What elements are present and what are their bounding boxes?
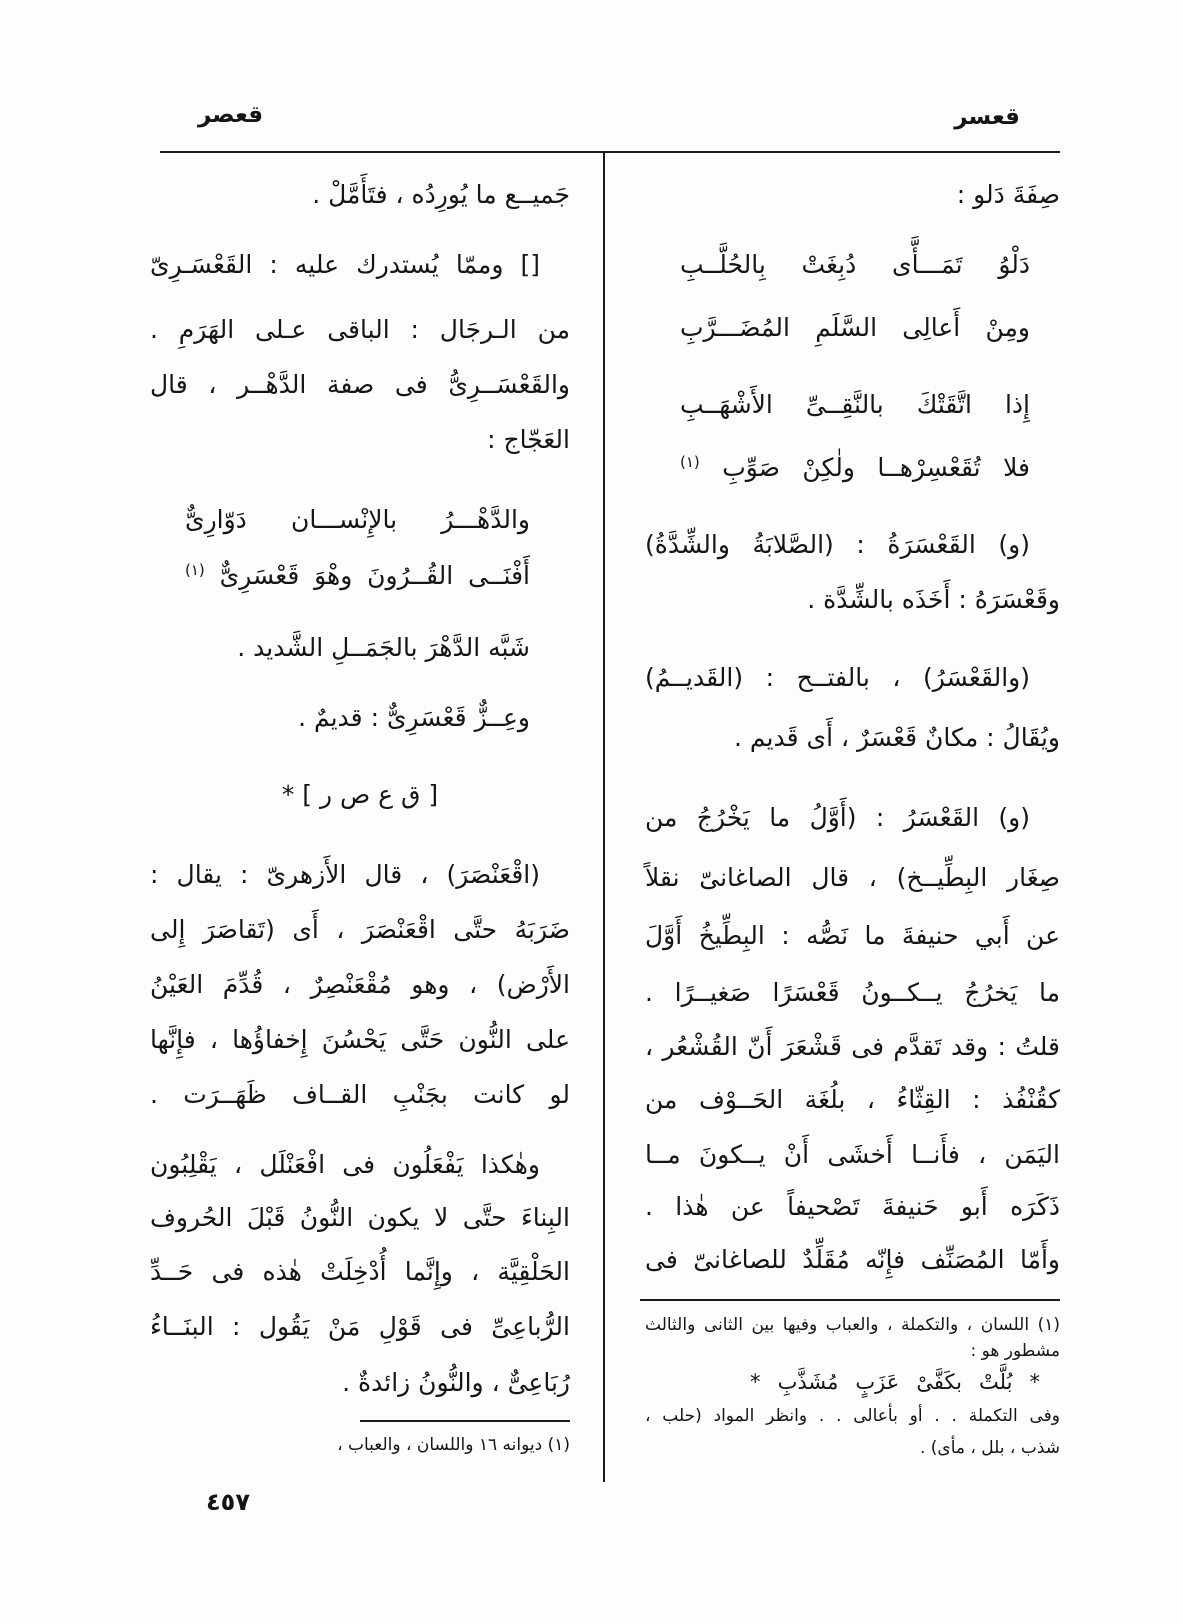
text-line: الحَلْقِيَّة ، وإِنَّما أُدْخِلَتْ هٰذه فى حَــدِّ (150, 1257, 570, 1286)
text-line: رُبَاعِىٌّ ، والنُّونُ زائدةٌ . (342, 1368, 570, 1397)
text-line: لو كانت بجَنْبِ القــاف ظَهَــرَت . (150, 1080, 570, 1109)
text-line: ما يَخرُجُ يــكــونُ قَعْسَرًا صَغيــرًا . (645, 978, 1060, 1007)
text-line: الأَرْض) ، وهو مُقْعَنْصِرٌ ، قُدِّمَ العَيْنُ (150, 970, 570, 999)
text-line: وهٰكذا يَفْعَلُون فى افْعَنْلَل ، يَقْلِبُون (150, 1150, 540, 1179)
footnote-rule (360, 1420, 570, 1422)
verse-line: دَلْوُ تَمَـــأَّى دُبِغَتْ بِالحُلَّــبِ (680, 250, 1030, 279)
text-line: (والقَعْسَرُ) ، بالفتــح : (القَديــمُ) (645, 663, 1030, 692)
footnote-marker: (١) (680, 453, 700, 471)
verse-text: أَفْنَــى القُــرُونَ وهْوَ قَعْسَرِىٌّ (219, 561, 530, 590)
text-line: صِفَةَ دَلو : (956, 180, 1060, 209)
entry-heading: [ ق ع ص ر ] * (281, 780, 439, 809)
verse-line (185, 548, 530, 592)
text-line: على النُّون حَتَّى يَحْسُنَ إِخفاؤُها ، فإِنَّها (150, 1025, 570, 1054)
text-line: وعِــزٌّ قَعْسَرِىٌّ : قديمٌ . (298, 703, 530, 732)
text-line: الرُّباعِىِّ فى قَوْلِ مَنْ يَقُول : البنَــاءُ (150, 1312, 570, 1341)
text-line: ضَرَبَهُ حتَّى اقْعَنْصَرَ ، أَى (تَقاصَرَ إِلى (150, 915, 570, 944)
column-divider (603, 152, 605, 1482)
text-line: جَميــع ما يُورِدُه ، فتَأَمَّلْ . (312, 180, 570, 209)
text-line: شَبَّه الدَّهْرَ بالجَمَــلِ الشَّديد . (237, 633, 530, 662)
header-rule (160, 151, 1060, 153)
footnote-line: وفى التكملة . . أو بأعالى . . وانظر المواد (حلب ، (645, 1406, 1060, 1426)
text-line: وقَعْسَرَهُ : أَخَذَه بالشِّدَّة . (807, 585, 1060, 614)
footnote-verse-line: * بُلَّتْ بكَفَّىْ عَزَبٍ مُشَذَّبِ * (750, 1370, 1040, 1394)
footnote-rule (640, 1299, 1060, 1301)
text-line: كقُنْفُذ : القِثّاءُ ، بلُغَة الحَــوْف من (645, 1085, 1060, 1114)
text-line: ويُقَالُ : مكانٌ قَعْسَرٌ ، أَى قَديم . (734, 723, 1060, 752)
text-line: اليَمَن ، فأَنــا أَخشَى أَنْ يــكونَ مــا (645, 1140, 1060, 1169)
text-line: والقَعْسَــرِىُّ فى صفة الدَّهْــر ، قال (150, 370, 570, 399)
footnote-marker: (١) (185, 561, 205, 579)
text-line: عن أَبي حنيفةَ ما نَصُّه : البِطِّيخُ أَوَّلَ (645, 921, 1060, 950)
verse-line: ومِنْ أَعالِى السَّلَمِ المُضَـــرَّبِ (680, 313, 1030, 342)
text-line: ذَكَرَه أَبو حَنيفةَ تَصْحيفاً عن هٰذا . (645, 1192, 1060, 1221)
footnote-line: مشطور هو : (970, 1341, 1060, 1361)
verse-line: إِذا اتَّقَتْكَ بالنَّقِــىِّ الأَشْهَــبِ (680, 390, 1030, 419)
verse-text: فلا تُقَعْسِرْهــا ولٰكِنْ صَوِّبِ (722, 453, 1030, 482)
verse-line: والدَّهْـــرُ بالإِنْســـان دَوّارِىٌّ (185, 505, 530, 534)
verse-line (680, 440, 1030, 484)
footnote-line: شذب ، بلل ، مأى) . (919, 1438, 1060, 1458)
text-line: صِغَار البِطِّيــخ) ، قال الصاغانىّ نقلاً (645, 863, 1060, 892)
text-line: وأَمّا المُصَنِّف فإِنّه مُقَلِّدٌ للصاغانىّ فى (645, 1245, 1060, 1274)
footnote-line: (١) اللسان ، والتكملة ، والعباب وفيها بين الثانى والثالث (645, 1315, 1060, 1335)
text-line: (اقْعَنْصَرَ) ، قال الأَزهرىّ : يقال : (150, 860, 540, 889)
footnote-line: (١) ديوانه ١٦ واللسان ، والعباب ، (337, 1435, 570, 1455)
text-line: من الـرجَال : الباقى عـلى الهَرَمِ . (150, 315, 570, 344)
text-line: [] وممّا يُستدرك عليه : القَعْسَـرِىّ (150, 250, 540, 279)
text-line: (و) القَعْسَرُ : (أَوَّلُ ما يَخْرُجُ من (645, 803, 1030, 832)
left-headword: قعصر (198, 102, 264, 128)
right-headword: قعسر (954, 104, 1020, 130)
text-line: العَجّاج : (487, 425, 570, 454)
text-line: قلتُ : وقد تَقدَّم فى قَشْعَرَ أَنّ القُشْعُر ، (645, 1032, 1060, 1061)
text-line: (و) القَعْسَرَةُ : (الصَّلابَةُ والشِّدَّةُ) (645, 530, 1030, 559)
page-number: ٤٥٧ (206, 1488, 250, 1516)
text-line: البِناءَ حتَّى لا يكون النُّونُ قَبْلَ الحُروف (150, 1203, 570, 1232)
